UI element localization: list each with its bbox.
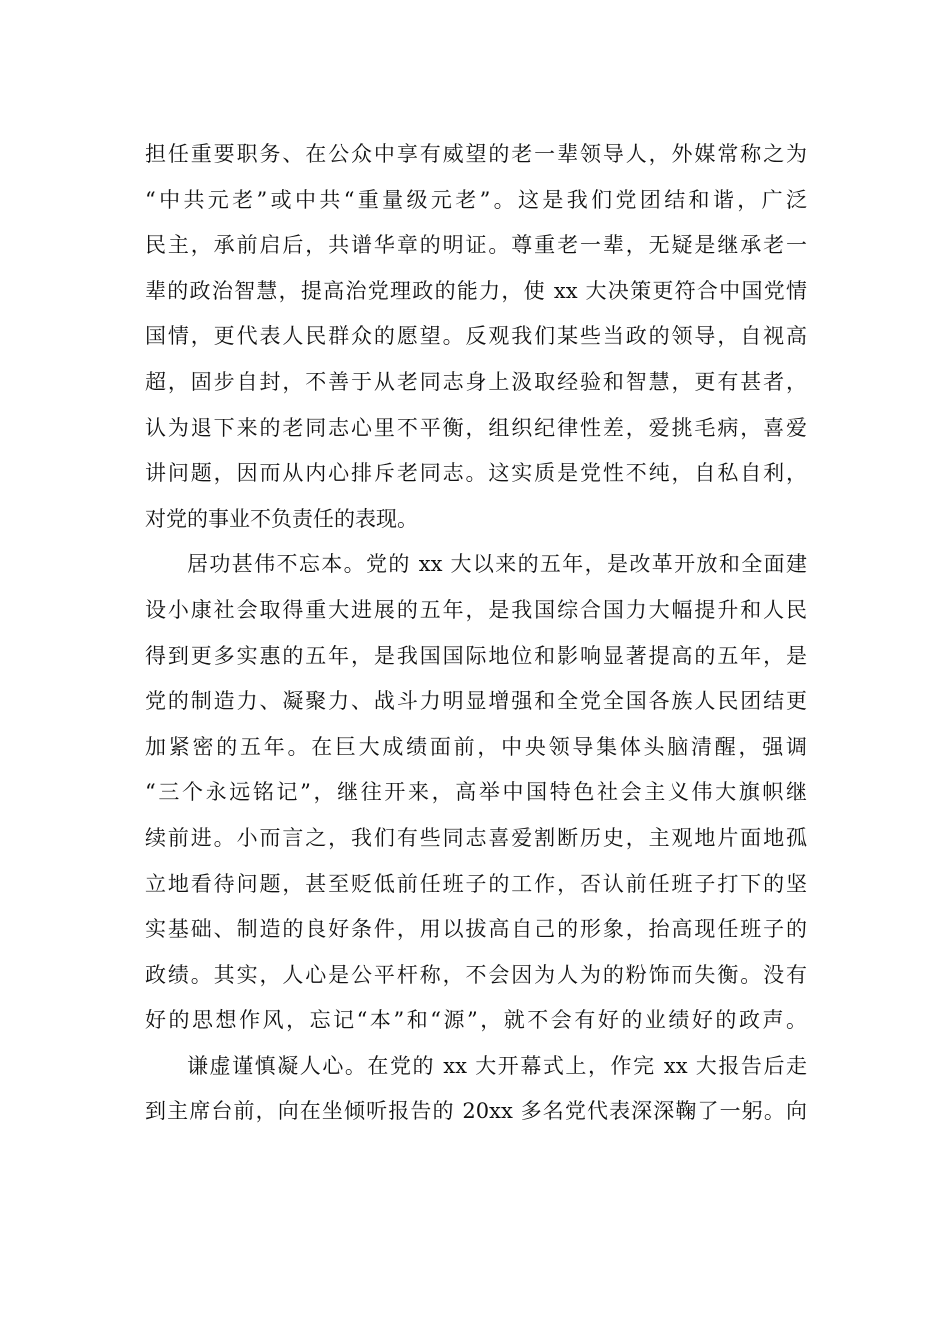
paragraph-3-line-2: 到主席台前，向在坐倾听报告的 20xx 多名党代表深深鞠了一躬。向 [145, 1099, 807, 1124]
paragraph-2-line-1: 居功甚伟不忘本。党的 xx 大以来的五年，是改革开放和全面建 [187, 552, 807, 577]
paragraph-2-line-8: 立地看待问题，甚至贬低前任班子的工作，否认前任班子打下的坚 [145, 871, 807, 896]
paragraph-1-line-6: 超，固步自封，不善于从老同志身上汲取经验和智慧，更有甚者， [145, 369, 807, 394]
paragraph-2-line-11: 好的思想作风，忘记“本”和“源”，就不会有好的业绩好的政声。 [145, 1008, 807, 1033]
paragraph-2-line-6: “三个永远铭记”，继往开来，高举中国特色社会主义伟大旗帜继 [145, 780, 807, 805]
paragraph-2-line-10: 政绩。其实，人心是公平杆称，不会因为人为的粉饰而失衡。没有 [145, 962, 807, 987]
paragraph-2-line-5: 加紧密的五年。在巨大成绩面前，中央领导集体头脑清醒，强调 [145, 734, 807, 759]
paragraph-1-line-9: 对党的事业不负责任的表现。 [145, 506, 418, 531]
paragraph-3-line-1: 谦虚谨慎凝人心。在党的 xx 大开幕式上，作完 xx 大报告后走 [187, 1053, 807, 1078]
paragraph-2-line-2: 设小康社会取得重大进展的五年，是我国综合国力大幅提升和人民 [145, 597, 807, 622]
paragraph-2-line-3: 得到更多实惠的五年，是我国国际地位和影响显著提高的五年，是 [145, 643, 807, 668]
paragraph-2-line-4: 党的制造力、凝聚力、战斗力明显增强和全党全国各族人民团结更 [145, 689, 807, 714]
paragraph-1-line-5: 国情，更代表人民群众的愿望。反观我们某些当政的领导，自视高 [145, 324, 807, 349]
paragraph-1-line-7: 认为退下来的老同志心里不平衡，组织纪律性差，爱挑毛病，喜爱 [145, 415, 807, 440]
body-text [145, 132, 807, 1135]
paragraph-2-line-7: 续前进。小而言之，我们有些同志喜爱割断历史，主观地片面地孤 [145, 825, 807, 850]
paragraph-2-line-9: 实基础、制造的良好条件，用以拔高自己的形象，抬高现任班子的 [145, 917, 807, 942]
paragraph-1-line-2: “中共元老”或中共“重量级元老”。这是我们党团结和谐，广泛 [145, 187, 807, 212]
paragraph-1-line-4: 辈的政治智慧，提高治党理政的能力，使 xx 大决策更符合中国党情 [145, 278, 807, 303]
paragraph-1-line-8: 讲问题，因而从内心排斥老同志。这实质是党性不纯，自私自利， [145, 461, 807, 486]
paragraph-1-line-1: 担任重要职务、在公众中享有威望的老一辈领导人，外媒常称之为 [145, 142, 807, 166]
paragraph-1-line-3: 民主，承前启后，共谱华章的明证。尊重老一辈，无疑是继承老一 [145, 233, 807, 258]
